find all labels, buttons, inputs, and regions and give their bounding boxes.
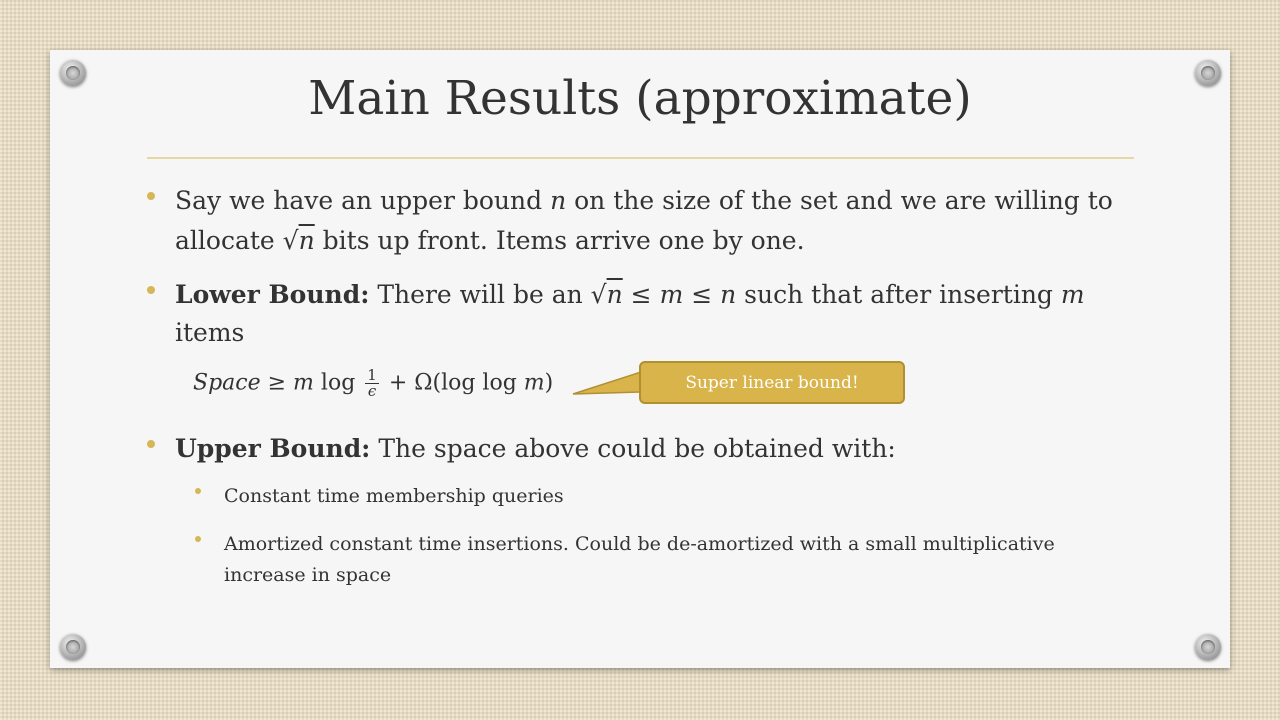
pushpin-icon-bottom-left [60,634,86,660]
formula-log: log [313,370,363,396]
bullet-2-line-2: items [175,318,245,347]
formula-omega: + Ω(log log [381,370,524,396]
math-n: n [720,280,737,309]
math-n: n [550,186,567,215]
formula-space: Space [193,370,261,396]
math-n: n [606,280,623,309]
bullet-marker [147,440,155,448]
bullet-1-text-cont: on the size of the set and we are willing to [566,186,1113,215]
bullet-2-text-cont: such that after inserting [736,280,1061,309]
math-m: m [1060,280,1085,309]
bullet-marker [147,192,155,200]
sub-bullet-1: Constant time membership queries [224,485,564,507]
bullet-1-line-1 [175,184,1113,217]
leq-symbol: ≤ [683,280,721,309]
bullet-1-text-allocate: allocate [175,226,283,255]
upper-bound-label: Upper Bound: [175,434,371,463]
bullet-2-line-1 [175,278,1085,311]
fraction-numerator: 1 [367,366,377,384]
callout-pointer [573,360,645,400]
formula-close-paren: ) [544,370,554,396]
math-m: m [523,370,545,396]
bullet-1-line-2 [175,224,805,257]
space-formula [193,368,553,399]
math-m: m [659,280,684,309]
leq-symbol: ≤ [622,280,660,309]
callout-super-linear: Super linear bound! [639,361,905,404]
sub-bullet-marker [195,536,201,542]
bullet-2-text: There will be an [369,280,591,309]
bullet-3-line-1 [175,432,896,465]
title-divider [147,157,1134,159]
math-n: n [298,226,315,255]
slide-title: Main Results (approximate) [308,71,972,126]
sub-bullet-2-line-2: increase in space [224,564,392,586]
bullet-1-text: Say we have an upper bound [175,186,551,215]
fraction-denominator: ϵ [367,382,377,400]
bullet-1-text-end: bits up front. Items arrive one by one. [314,226,805,255]
lower-bound-label: Lower Bound: [175,280,370,309]
bullet-marker [147,286,155,294]
pushpin-icon-bottom-right [1195,634,1221,660]
fraction [365,368,379,399]
sub-bullet-2-line-1: Amortized constant time insertions. Could be de-amortized with a small multiplicative [224,533,1055,555]
bullet-3-text: The space above could be obtained with: [370,434,896,463]
geq-symbol: ≥ [260,370,294,396]
sqrt-symbol: √ [590,280,607,309]
sub-bullet-marker [195,488,201,494]
sqrt-symbol: √ [282,226,299,255]
math-m: m [293,370,314,396]
